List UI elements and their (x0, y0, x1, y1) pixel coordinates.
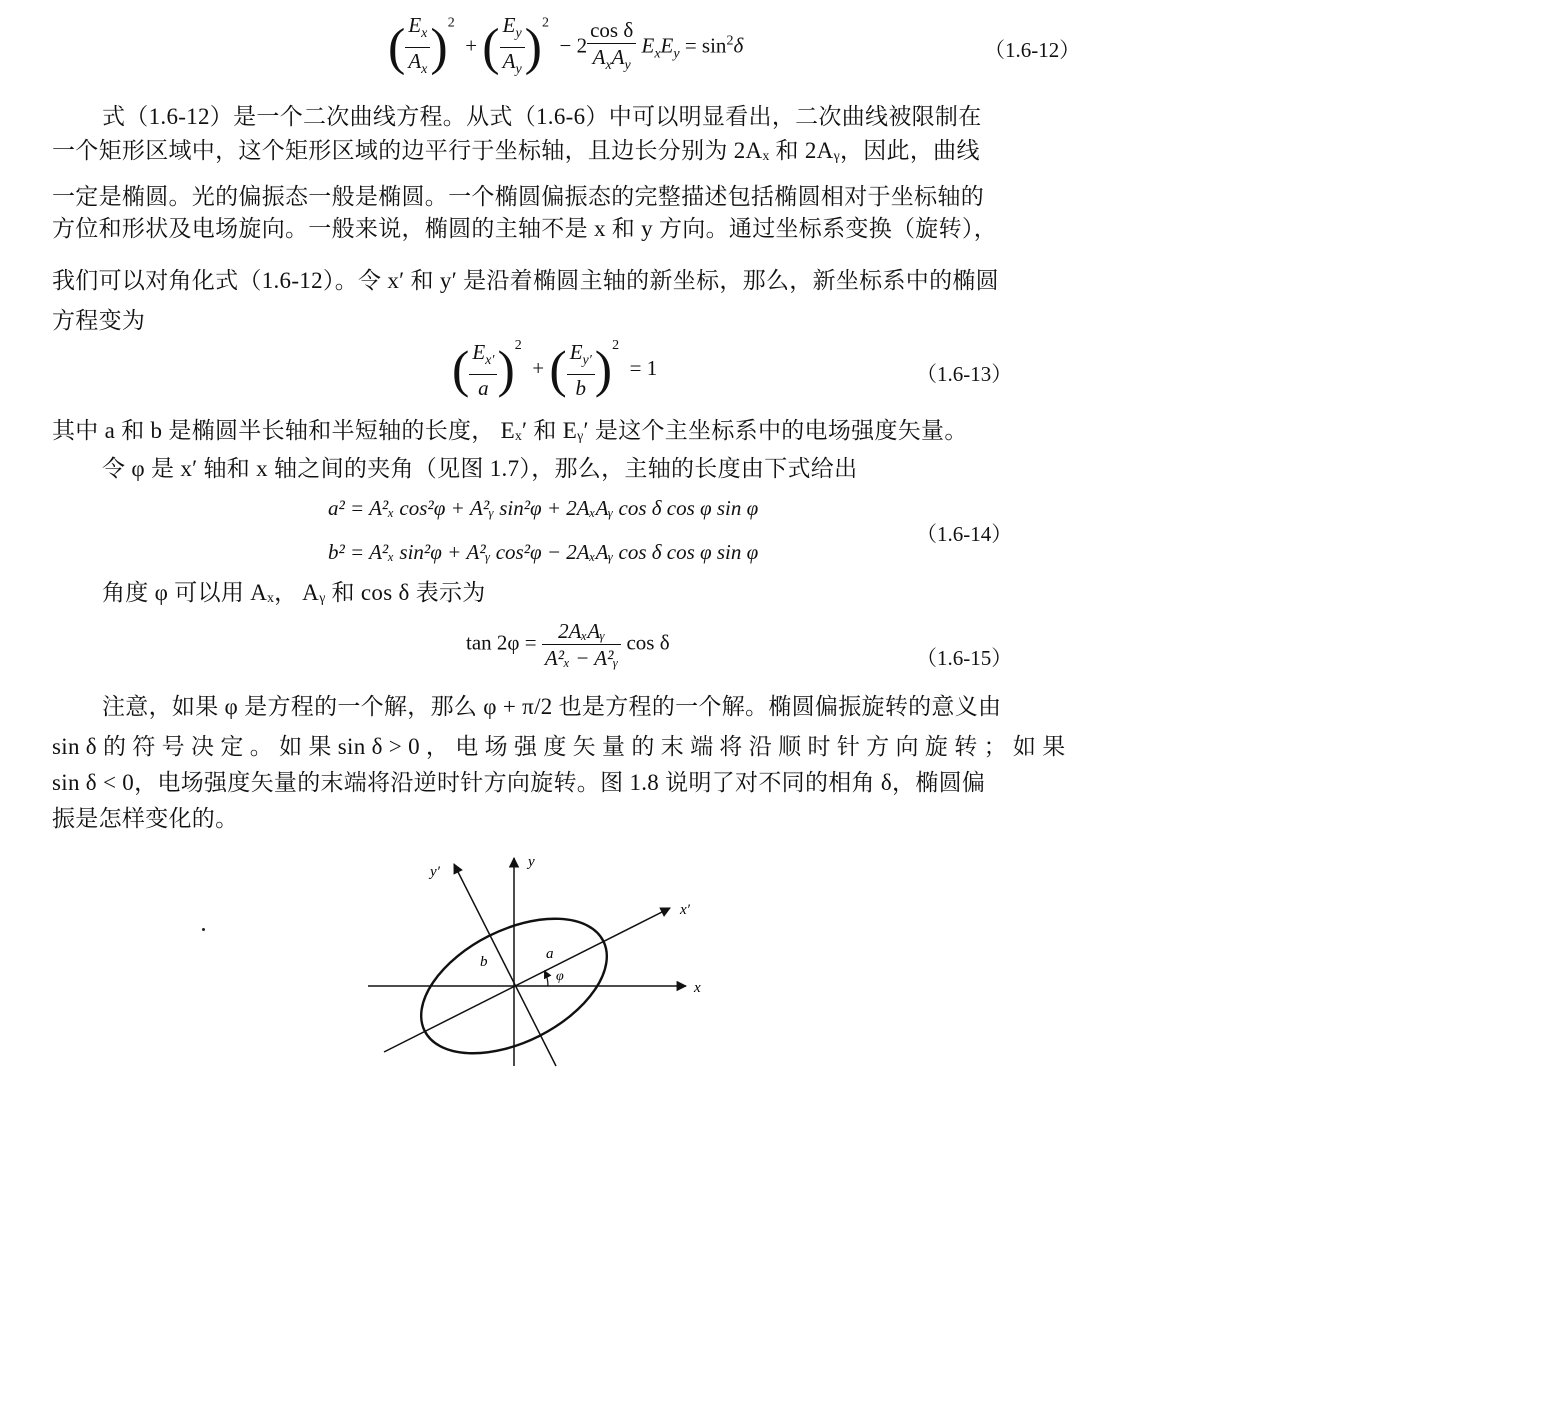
equation-number-1-6-14: （1.6-14） (916, 522, 1013, 546)
paragraph-line: 注意，如果 φ 是方程的一个解，那么 φ + π/2 也是方程的一个解。椭圆偏振旋转的意义由 (102, 694, 1002, 719)
label-y: y (528, 854, 535, 870)
paragraph-line: sin δ < 0，电场强度矢量的末端将沿逆时针方向旋转。图 1.8 说明了对不同的相角 δ，椭圆偏 (52, 770, 986, 795)
label-y-prime: y′ (430, 864, 440, 880)
label-b: b (480, 954, 488, 970)
stray-dot (202, 928, 205, 931)
paragraph-line: 角度 φ 可以用 Aₓ， Aᵧ 和 cos δ 表示为 (102, 580, 486, 605)
equation-1-6-12: ( $\frac{E_x}{A_x}$ )$^2$ + ( $\frac{E_y}{A_y}$ )$^2$ − 2 $\frac{\text{cos δ}}{A_xA_y}$ $E_xE_y = \sin^2\delta$ (388, 13, 744, 78)
paragraph-line: 一个矩形区域中，这个矩形区域的边平行于坐标轴，且边长分别为 2Aₓ 和 2Aᵧ，因此，曲线 (52, 138, 980, 163)
paragraph-line: 振是怎样变化的。 (52, 806, 239, 831)
paragraph-line: 方位和形状及电场旋向。一般来说，椭圆的主轴不是 x 和 y 方向。通过坐标系变换（旋转）， (52, 216, 997, 241)
paragraph-line: 一定是椭圆。光的偏振态一般是椭圆。一个椭圆偏振态的完整描述包括椭圆相对于坐标轴的 (52, 184, 984, 209)
equation-1-6-15: tan 2φ = $\frac{\text{2AₓAᵧ}}{\text{A²ₓ − A²ᵧ}}$ cos δ (466, 619, 670, 670)
x-prime-axis (384, 908, 670, 1052)
paragraph-line: 其中 a 和 b 是椭圆半长轴和半短轴的长度， Eₓ′ 和 Eᵧ′ 是这个主坐标系中的电场强度矢量。 (52, 418, 968, 443)
equation-1-6-13: ( $\frac{E_{x'}}{a}$ )$^2$ + ( $\frac{E_{y'}}{b}$ )$^2$ = 1 (452, 338, 658, 401)
equation-1-6-14-line1: a² = A²ₓ cos²φ + A²ᵧ sin²φ + 2AₓAᵧ cos δ cos φ sin φ (328, 496, 759, 520)
paragraph-line: 方程变为 (52, 308, 146, 333)
paragraph-line: sin δ 的 符 号 决 定 。 如 果 sin δ > 0 ， 电 场 强 度 矢 量 的 末 端 将 沿 顺 时 针 方 向 旋 转 ； 如 果 (52, 734, 1066, 759)
paragraph-line: 我们可以对角化式（1.6-12）。令 x′ 和 y′ 是沿着椭圆主轴的新坐标，那么，新坐标系中的椭圆 (52, 268, 999, 293)
equation-number-1-6-15: （1.6-15） (916, 646, 1013, 670)
paragraph-line: 式（1.6-12）是一个二次曲线方程。从式（1.6-6）中可以明显看出，二次曲线被限制在 (102, 104, 982, 129)
equation-1-6-14-line2: b² = A²ₓ sin²φ + A²ᵧ cos²φ − 2AₓAᵧ cos δ cos φ sin φ (328, 540, 759, 564)
label-x: x (694, 980, 701, 996)
label-a: a (546, 946, 554, 962)
label-phi: φ (556, 969, 564, 984)
equation-number-1-6-13: （1.6-13） (916, 362, 1013, 386)
label-x-prime: x′ (680, 902, 690, 918)
paragraph-line: 令 φ 是 x′ 轴和 x 轴之间的夹角（见图 1.7），那么，主轴的长度由下式给出 (102, 456, 858, 481)
equation-number-1-6-12: （1.6-12） (984, 38, 1081, 62)
phi-arc (544, 971, 548, 986)
ellipse-figure (360, 850, 720, 1070)
